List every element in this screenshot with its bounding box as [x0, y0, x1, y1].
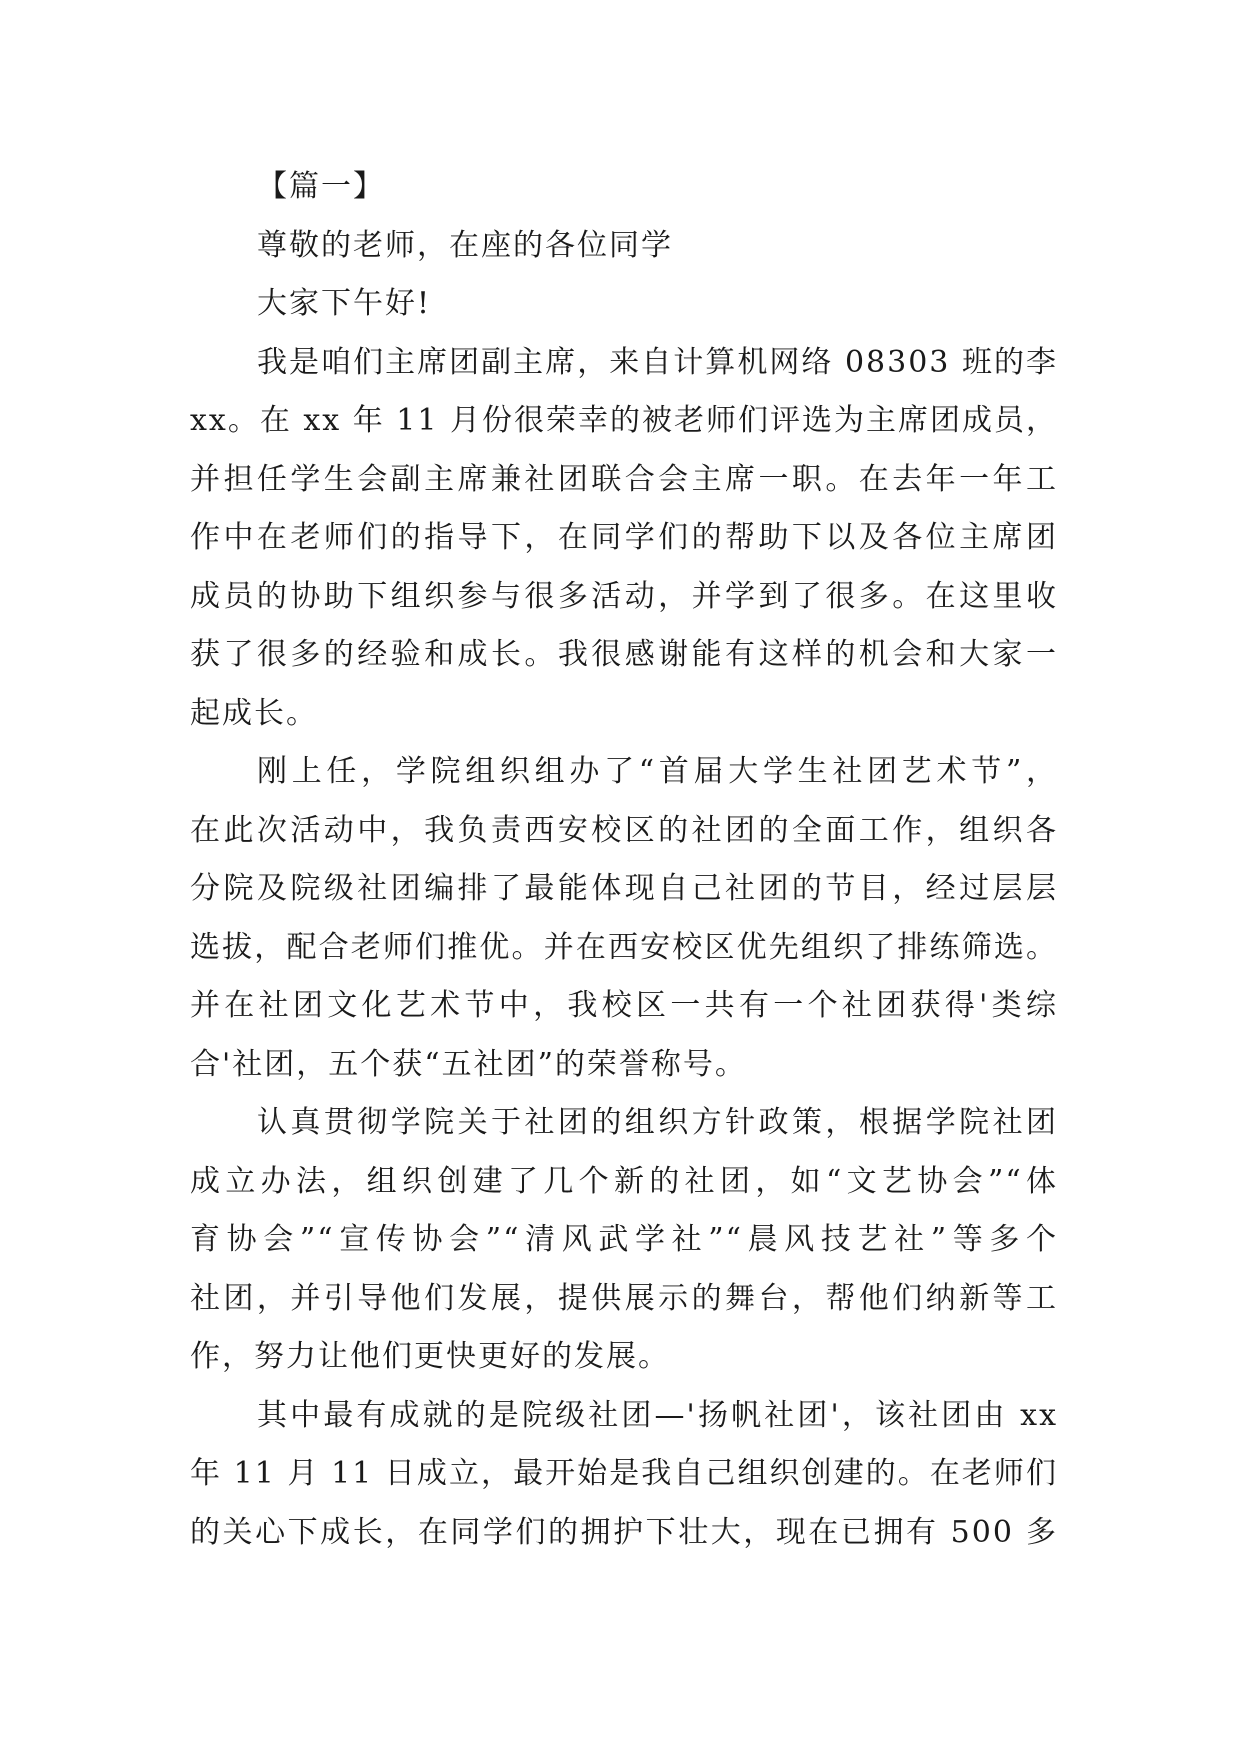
paragraph-2 — [190, 743, 1058, 1094]
paragraph-line: 认真贯彻学院关于社团的组织方针政策，根据学院社团 — [257, 1105, 1058, 1140]
paragraph-line: 的关心下成长，在同学们的拥护下壮大，现在已拥有 500 多 — [190, 1514, 1058, 1550]
paragraph-line: 作，努力让他们更快更好的发展。 — [190, 1339, 670, 1374]
paragraph-line: 并担任学生会副主席兼社团联合会主席一职。在去年一年工 — [190, 461, 1058, 497]
paragraph-line: 其中最有成就的是院级社团—'扬帆社团'，该社团由 xx — [257, 1397, 1058, 1433]
paragraph-line: 育协会”“宣传协会”“清风武学社”“晨风技艺社”等多个 — [190, 1222, 1058, 1257]
section-title: 【篇一】 — [257, 169, 385, 204]
greeting: 大家下午好! — [257, 286, 432, 321]
paragraph-line: xx。在 xx 年 11 月份很荣幸的被老师们评选为主席团成员， — [190, 403, 1058, 438]
paragraph-line: 刚上任，学院组织组办了“首届大学生社团艺术节”， — [257, 754, 1058, 789]
paragraph-line: 作中在老师们的指导下，在同学们的帮助下以及各位主席团 — [190, 520, 1058, 555]
paragraph-line: 分院及院级社团编排了最能体现自己社团的节目，经过层层 — [190, 871, 1058, 906]
salutation: 尊敬的老师，在座的各位同学 — [257, 227, 673, 263]
paragraph-line: 合'社团，五个获“五社团”的荣誉称号。 — [190, 1046, 747, 1082]
paragraph-line: 选拔，配合老师们推优。并在西安校区优先组织了排练筛选。 — [190, 929, 1058, 965]
paragraph-line: 获了很多的经验和成长。我很感谢能有这样的机会和大家一 — [190, 637, 1058, 672]
paragraph-line: 社团，并引导他们发展，提供展示的舞台，帮他们纳新等工 — [190, 1280, 1058, 1316]
paragraph-3 — [190, 1094, 1058, 1387]
paragraph-4 — [190, 1387, 1058, 1563]
document-body — [190, 158, 1058, 1562]
paragraph-1 — [190, 334, 1058, 744]
paragraph-line: 起成长。 — [190, 695, 318, 731]
paragraph-line: 我是咱们主席团副主席，来自计算机网络 08303 班的李 — [257, 344, 1058, 380]
paragraph-line: 成员的协助下组织参与很多活动，并学到了很多。在这里收 — [190, 578, 1058, 614]
paragraph-line: 在此次活动中，我负责西安校区的社团的全面工作，组织各 — [190, 812, 1058, 848]
paragraph-line: 并在社团文化艺术节中，我校区一共有一个社团获得'类综 — [190, 988, 1058, 1023]
paragraph-line: 年 11 月 11 日成立，最开始是我自己组织创建的。在老师们 — [190, 1456, 1058, 1491]
paragraph-line: 成立办法，组织创建了几个新的社团，如“文艺协会”“体 — [190, 1163, 1058, 1199]
